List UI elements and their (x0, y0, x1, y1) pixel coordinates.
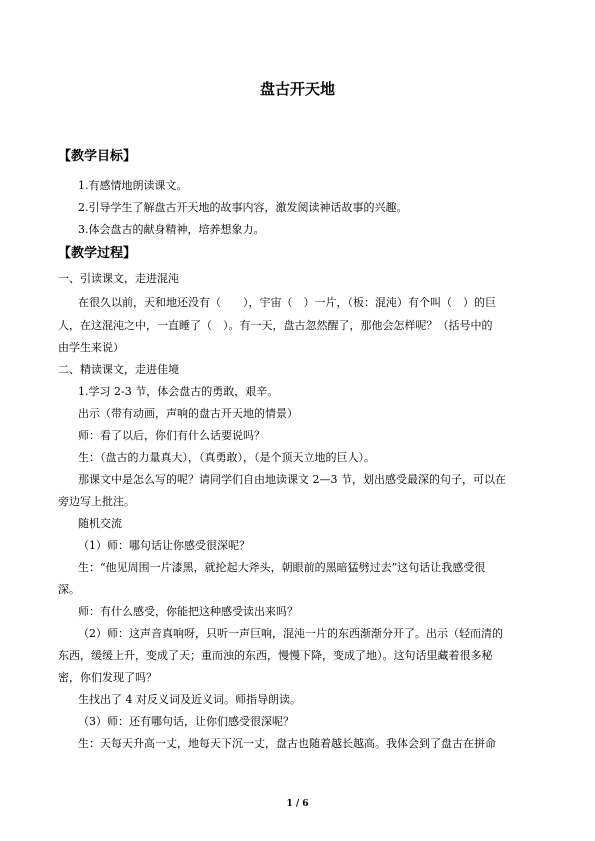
page-number: 1 / 6 (286, 799, 309, 809)
text-line: 人，在这混沌之中，一直睡了（ ）。有一天，盘古忽然醒了，那他会怎样呢？（括号中的 (58, 319, 493, 332)
text-line: 生：“他见周围一片漆黑，就抡起大斧头，朝眼前的黑暗猛劈过去”这句话让我感受很 (78, 561, 486, 574)
text-line: 1.有感情地朗读课文。 (78, 179, 188, 192)
text-line: 深。 (58, 583, 80, 596)
text-line: 一、引读课文，走进混沌 (58, 272, 179, 285)
text-line: 生：（盘古的力量真大），（真勇敢），（是个顶天立地的巨人）。 (78, 451, 375, 464)
text-line: （2）师：这声音真响呀，只听一声巨响，混沌一片的东西渐渐分开了。出示（轻而清的 (78, 627, 503, 640)
text-line: （3）师：还有哪句话，让你们感受很深呢？ (78, 715, 294, 728)
text-line: 东西，缓缓上升，变成了天；重而浊的东西，慢慢下降，变成了地）。这句话里藏着很多秘 (58, 649, 493, 662)
text-line: 师：看了以后，你们有什么话要说吗？ (78, 429, 265, 442)
text-line: 二、精读课文，走进佳境 (58, 363, 179, 376)
text-line: 2.引导学生了解盘古开天地的故事内容，激发阅读神话故事的兴趣。 (78, 201, 408, 214)
text-line: （1）师：哪句话让你感受很深呢？ (78, 539, 250, 552)
text-line: 生：天每天升高一丈，地每天下沉一丈，盘古也随着越长越高。我体会到了盘古在拼命 (78, 737, 496, 750)
text-line: 随机交流 (78, 517, 122, 530)
text-line: 出示（带有动画，声响的盘古开天地的情景） (78, 407, 298, 420)
text-line: 由学生来说） (58, 341, 124, 354)
section-heading-goals: 【教学目标】 (58, 149, 137, 164)
page-title: 盘古开天地 (259, 80, 335, 98)
text-line: 3.体会盘古的献身精神，培养想象力。 (78, 223, 265, 236)
text-line: 在很久以前，天和地还没有（ ），宇宙（ ）一片，（板：混沌）有个叫（ ）的巨 (78, 296, 496, 309)
text-line: 师：有什么感受，你能把这种感受读出来吗？ (78, 605, 298, 618)
text-line: 1.学习 2-3 节，体会盘古的勇敢，艰辛。 (78, 385, 279, 398)
section-heading-process: 【教学过程】 (58, 246, 137, 261)
text-line: 旁边写上批注。 (58, 495, 135, 508)
text-line: 那课文中是怎么写的呢？请同学们自由地读课文 2—3 节，划出感受最深的句子，可以在 (78, 473, 506, 486)
text-line: 生找出了 4 对反义词及近义词。师指导朗读。 (78, 693, 301, 706)
text-line: 密，你们发现了吗？ (58, 671, 157, 684)
